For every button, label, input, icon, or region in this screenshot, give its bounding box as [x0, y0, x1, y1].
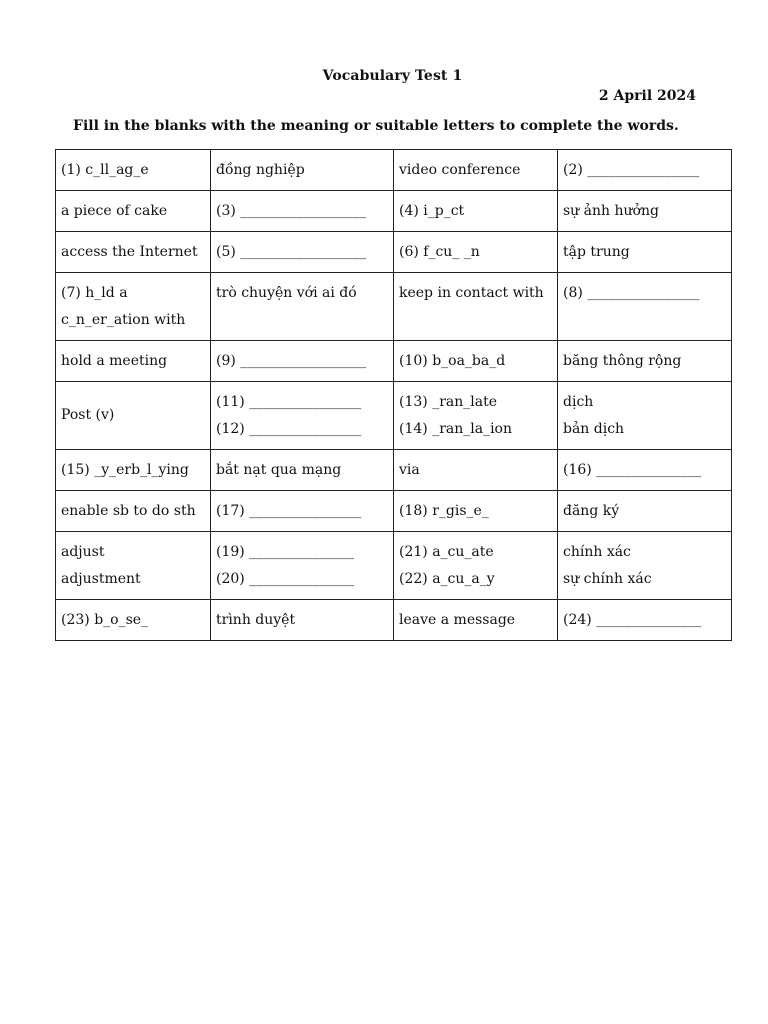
table-cell: [56, 491, 211, 532]
table-cell: [211, 150, 394, 191]
vocabulary-table-body: [56, 150, 732, 641]
table-row: [56, 491, 732, 532]
cell-text: hold a meeting: [61, 352, 168, 369]
cell-text: (7) h_ld a: [61, 285, 128, 301]
cell-text: leave a message: [399, 611, 516, 628]
table-cell: [394, 491, 558, 532]
table-cell: [211, 273, 394, 341]
table-cell: [558, 341, 732, 382]
table-cell: [211, 491, 394, 532]
cell-text: (21) a_cu_ate: [399, 543, 494, 560]
table-cell: [211, 600, 394, 641]
table-row: [56, 273, 732, 341]
cell-text: chính xác: [563, 543, 631, 560]
table-row: [56, 600, 732, 641]
table-cell: [56, 273, 211, 341]
cell-text: (6) f_cu_ _n: [399, 243, 480, 260]
table-cell: [394, 273, 558, 341]
cell-text: (8) ________________: [563, 285, 700, 301]
table-row: [56, 382, 732, 450]
cell-text: bắt nạt qua mạng: [216, 461, 342, 478]
table-cell: [211, 532, 394, 600]
table-cell: [56, 532, 211, 600]
cell-text: (5) __________________: [216, 243, 367, 260]
cell-text: (23) b_o_se_: [61, 611, 149, 628]
cell-text: tập trung: [563, 243, 630, 260]
table-cell: [558, 600, 732, 641]
table-cell: [558, 273, 732, 341]
table-cell: [56, 600, 211, 641]
table-cell: [56, 382, 211, 450]
cell-text: adjust: [61, 543, 105, 560]
table-cell: [56, 232, 211, 273]
cell-text: keep in contact with: [399, 285, 544, 301]
table-cell: [558, 382, 732, 450]
instruction-text: Fill in the blanks with the meaning or suitable letters to complete the words.: [73, 118, 679, 134]
table-cell: [558, 191, 732, 232]
cell-text: (19) _______________: [216, 543, 355, 560]
table-cell: [211, 232, 394, 273]
table-cell: [394, 150, 558, 191]
cell-text: (13) _ran_late: [399, 393, 497, 410]
cell-text: Post (v): [61, 407, 115, 423]
table-cell: [394, 450, 558, 491]
cell-text: adjustment: [61, 570, 141, 587]
table-cell: [558, 532, 732, 600]
table-cell: [56, 191, 211, 232]
table-cell: [211, 341, 394, 382]
cell-text: (9) __________________: [216, 352, 367, 369]
cell-text: trình duyệt: [216, 611, 296, 628]
cell-text: (24) _______________: [563, 611, 702, 628]
document-date: 2 April 2024: [598, 88, 696, 104]
table-cell: [211, 382, 394, 450]
table-row: [56, 232, 732, 273]
cell-text: đăng ký: [563, 502, 620, 519]
cell-text: (15) _y_erb_l_ying: [61, 461, 189, 478]
table-cell: [56, 150, 211, 191]
cell-text: (17) ________________: [216, 502, 362, 519]
table-cell: [56, 450, 211, 491]
cell-text: c_n_er_ation with: [61, 312, 186, 328]
table-row: [56, 450, 732, 491]
cell-text: (4) i_p_ct: [399, 202, 465, 219]
cell-text: (1) c_ll_ag_e: [61, 161, 149, 178]
table-cell: [394, 232, 558, 273]
table-cell: [558, 150, 732, 191]
document-title: Vocabulary Test 1: [322, 68, 463, 84]
cell-text: (22) a_cu_a_y: [399, 570, 495, 587]
cell-text: (3) __________________: [216, 202, 367, 219]
cell-text: (12) ________________: [216, 420, 362, 437]
table-row: [56, 150, 732, 191]
cell-text: access the Internet: [61, 243, 198, 260]
cell-text: video conference: [399, 161, 521, 178]
cell-text: a piece of cake: [61, 202, 168, 219]
table-cell: [394, 341, 558, 382]
cell-text: đồng nghiệp: [216, 161, 305, 178]
cell-text: bản dịch: [563, 420, 625, 437]
table-row: [56, 532, 732, 600]
cell-text: (2) ________________: [563, 161, 700, 178]
table-row: [56, 341, 732, 382]
cell-text: enable sb to do sth: [61, 502, 196, 519]
table-cell: [394, 532, 558, 600]
cell-text: băng thông rộng: [563, 352, 682, 369]
table-row: [56, 191, 732, 232]
table-cell: [211, 191, 394, 232]
cell-text: (16) _______________: [563, 461, 702, 478]
table-cell: [394, 191, 558, 232]
cell-text: (18) r_gis_e_: [399, 502, 489, 519]
cell-text: sự chính xác: [563, 570, 652, 587]
cell-text: trò chuyện với ai đó: [216, 285, 357, 301]
vocabulary-table: [55, 149, 732, 641]
cell-text: via: [399, 461, 420, 478]
table-cell: [558, 232, 732, 273]
cell-text: (10) b_oa_ba_d: [399, 352, 506, 369]
table-cell: [394, 382, 558, 450]
cell-text: (11) ________________: [216, 393, 362, 410]
cell-text: sự ảnh hưởng: [563, 202, 659, 219]
table-cell: [558, 491, 732, 532]
table-cell: [394, 600, 558, 641]
cell-text: (14) _ran_la_ion: [399, 420, 512, 437]
table-cell: [211, 450, 394, 491]
table-cell: [558, 450, 732, 491]
table-cell: [56, 341, 211, 382]
cell-text: (20) _______________: [216, 570, 355, 587]
cell-text: dịch: [563, 393, 594, 410]
